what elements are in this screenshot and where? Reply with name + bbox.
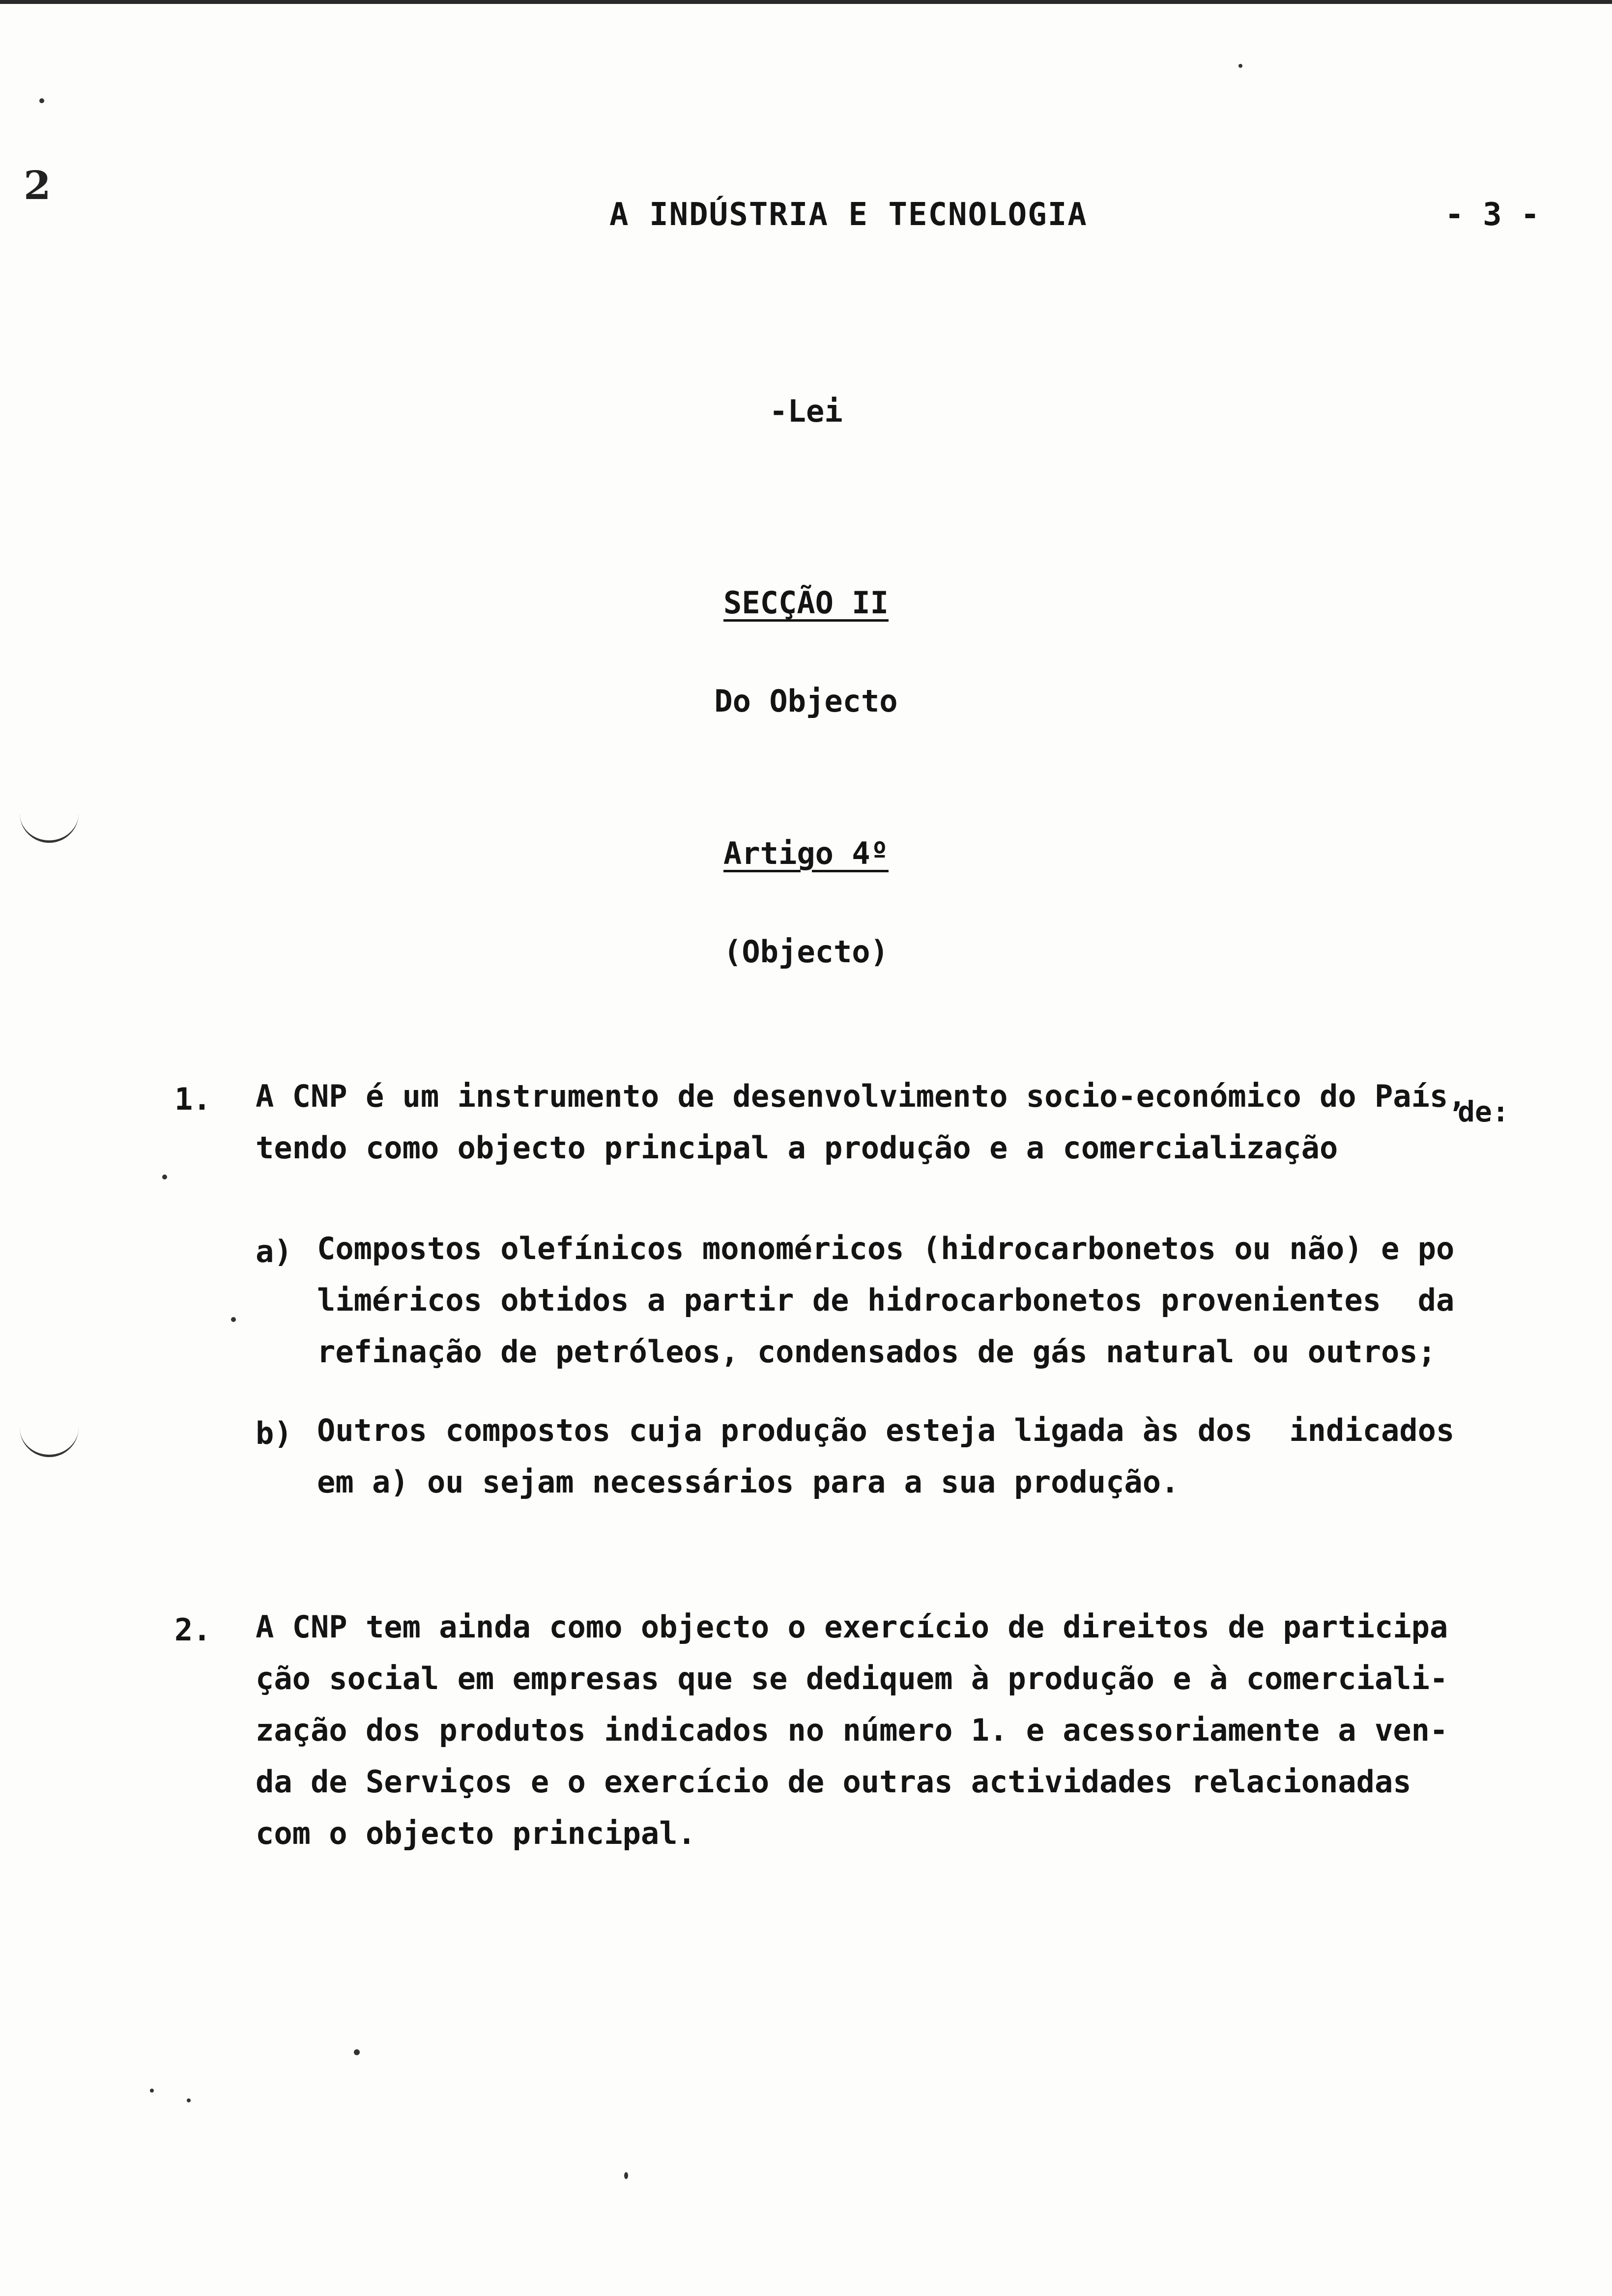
- item-2-number: 2.: [174, 1612, 211, 1648]
- item-1b-line-2: em a) ou sejam necessários para a sua produção.: [317, 1464, 1180, 1500]
- section-heading-text: SECÇÃO II: [723, 585, 889, 621]
- scan-speck: [354, 2049, 360, 2055]
- article-heading-text: Artigo 4º: [723, 835, 889, 871]
- item-1b-text: [317, 1405, 1454, 1508]
- article-heading: [0, 835, 1612, 871]
- scan-speck: [231, 1317, 236, 1322]
- item-1a-line-3: refinação de petróleos, condensados de gás natural ou outros;: [317, 1334, 1436, 1370]
- corner-handwritten-mark: 2: [24, 162, 51, 208]
- item-1-insert: de:: [1458, 1095, 1509, 1128]
- item-2-line-3: zação dos produtos indicados no número 1. e acessoriamente a ven-: [256, 1712, 1448, 1748]
- item-2-text: [256, 1601, 1448, 1859]
- scan-speck: [1238, 64, 1242, 68]
- item-1a-line-2: liméricos obtidos a partir de hidrocarbonetos provenientes da: [317, 1282, 1455, 1318]
- section-subtitle: Do Objecto: [714, 683, 898, 719]
- page-number: - 3 -: [1445, 197, 1540, 233]
- item-1-text: [256, 1070, 1467, 1174]
- item-1-number: 1.: [174, 1081, 211, 1117]
- scan-speck: [150, 2089, 154, 2093]
- item-2-line-1: A CNP tem ainda como objecto o exercício de direitos de participa: [256, 1609, 1448, 1645]
- item-1a-label: a): [256, 1234, 292, 1269]
- scan-speck: [39, 98, 44, 103]
- item-2-line-2: ção social em empresas que se dediquem à produção e à comerciali-: [256, 1661, 1448, 1696]
- item-1-line-2: tendo como objecto principal a produção e a comercialização: [256, 1130, 1338, 1166]
- scan-speck: [624, 2172, 628, 2179]
- running-header-title: A INDÚSTRIA E TECNOLOGIA: [609, 197, 1088, 233]
- item-1a-line-1: Compostos olefínicos monoméricos (hidrocarbonetos ou não) e po: [317, 1231, 1455, 1266]
- item-1b-label: b): [256, 1415, 292, 1451]
- item-1-line-1: A CNP é um instrumento de desenvolvimento socio-económico do País,: [256, 1078, 1467, 1114]
- top-border-line: [0, 0, 1612, 4]
- item-1b-line-1: Outros compostos cuja produção esteja ligada às dos indicados: [317, 1412, 1455, 1448]
- section-heading: [0, 585, 1612, 621]
- lei-label: -Lei: [769, 393, 843, 429]
- scan-speck: [187, 2098, 191, 2102]
- margin-hole-mark-lower: [20, 1425, 79, 1457]
- item-1a-text: [317, 1223, 1454, 1378]
- item-2-line-4: da de Serviços e o exercício de outras actividades relacionadas: [256, 1764, 1411, 1800]
- article-subtitle: (Objecto): [723, 934, 889, 970]
- item-2-line-5: com o objecto principal.: [256, 1815, 696, 1851]
- scan-speck: [162, 1175, 167, 1179]
